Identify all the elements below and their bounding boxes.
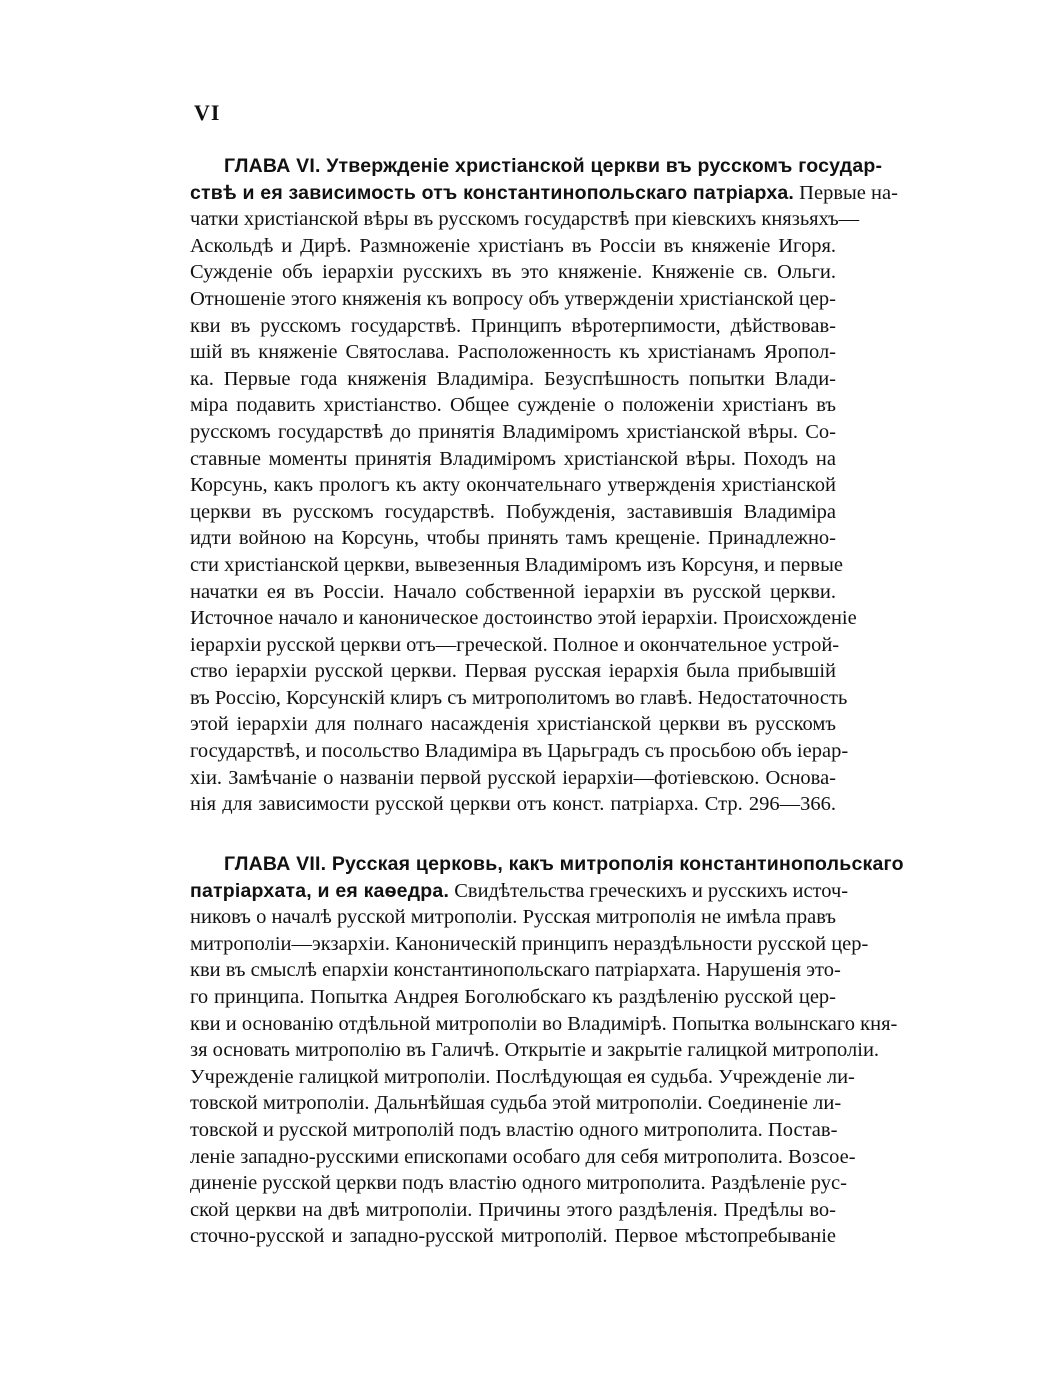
- text-line-rest: Первые на-: [794, 181, 898, 204]
- chapter-heading: ствѣ и ея зависимость отъ константинопольскаго патріарха.: [190, 181, 795, 204]
- chapter-6-summary: [190, 153, 898, 818]
- page-number: VI: [194, 100, 221, 125]
- text-line: этой іерархіи для полнаго насажденія христіанской церкви въ русскомъ: [190, 713, 836, 736]
- text-line: [190, 878, 849, 905]
- chapter-heading: патріархата, и ея каѳедра.: [190, 879, 450, 902]
- text-line: товской митрополіи. Дальнѣйшая судьба этой митрополіи. Соединеніе ли-: [190, 1092, 842, 1115]
- text-line: го принципа. Попытка Андрея Боголюбскаго къ раздѣленію русской цер-: [190, 985, 836, 1008]
- text-line: кви въ русскомъ государствѣ. Принципъ вѣротерпимости, дѣйствовав-: [190, 314, 836, 337]
- text-line: Сужденіе объ іерархіи русскихъ въ это княженіе. Княженіе св. Ольги.: [190, 261, 836, 284]
- text-line: міра подавить христіанство. Общее сужденіе о положеніи христіанъ въ: [190, 394, 836, 417]
- text-line: зя основать митрополію въ Галичѣ. Открытіе и закрытіе галицкой митрополіи.: [190, 1039, 880, 1062]
- text-line: товской и русской митрополій подъ властію одного митрополита. Постав-: [190, 1118, 838, 1141]
- text-line: сти христіанской церкви, вывезенныя Владиміромъ изъ Корсуня, и первые: [190, 553, 843, 576]
- text-line: церкви въ русскомъ государствѣ. Побужденія, заставившія Владиміра: [190, 500, 836, 523]
- chapter-7-summary: [190, 851, 904, 1250]
- text-line: Источное начало и каноническое достоинство этой іерархіи. Происхожденіе: [190, 607, 857, 630]
- text-line: ство іерархіи русской церкви. Первая русская іерархія была прибывшій: [190, 660, 836, 683]
- text-line: кви въ смыслѣ епархіи константинопольскаго патріархата. Нарушенія это-: [190, 959, 841, 982]
- text-line: [190, 180, 898, 207]
- text-line: Учрежденіе галицкой митрополіи. Послѣдующая ея судьба. Учрежденіе ли-: [190, 1065, 855, 1088]
- text-line: ской церкви на двѣ митрополіи. Причины этого раздѣленія. Предѣлы во-: [190, 1198, 836, 1221]
- text-line: чатки христіанской вѣры въ русскомъ государствѣ при кіевскихъ князьяхъ—: [190, 208, 860, 231]
- text-line: идти войною на Корсунь, чтобы принять тамъ крещеніе. Принадлежно-: [190, 527, 836, 550]
- chapter-heading: ГЛАВА VI. Утвержденіе христіанской церкви въ русскомъ государ-: [224, 155, 883, 177]
- text-line: іерархіи русской церкви отъ—греческой. Полное и окончательное устрой-: [190, 633, 840, 656]
- text-line: Отношеніе этого княженія къ вопросу объ утвержденіи христіанской цер-: [190, 287, 836, 310]
- text-line: государствѣ, и посольство Владиміра въ Царьградъ съ просьбою объ іерар-: [190, 740, 849, 763]
- text-line: кви и основанію отдѣльной митрополіи во Владимірѣ. Попытка волынскаго кня-: [190, 1012, 898, 1035]
- text-line: шій въ княженіе Святослава. Расположенность къ христіанамъ Яропол-: [190, 341, 836, 364]
- text-line: сточно-русской и западно-русской митрополій. Первое мѣстопребываніе: [190, 1225, 836, 1248]
- text-line: въ Россію, Корсунскій клиръ съ митрополитомъ во главѣ. Недостаточность: [190, 686, 848, 709]
- text-line: нія для зависимости русской церкви отъ конст. патріарха. Стр. 296—366.: [190, 793, 836, 816]
- text-line: митрополіи—экзархіи. Каноническій принципъ нераздѣльности русской цер-: [190, 932, 869, 955]
- text-line: Корсунь, какъ прологъ къ акту окончательнаго утвержденія христіанской: [190, 474, 836, 497]
- text-line-rest: Свидѣтельства греческихъ и русскихъ источ-: [449, 879, 849, 902]
- text-line: [190, 153, 883, 180]
- text-line: ставные моменты принятія Владиміромъ христіанской вѣры. Походъ на: [190, 447, 836, 470]
- text-line: никовъ о началѣ русской митрополіи. Русская митрополія не имѣла правъ: [190, 906, 836, 929]
- text-line: диненіе русской церкви подъ властію одного митрополита. Раздѣленіе рус-: [190, 1172, 847, 1195]
- chapter-heading: ГЛАВА VII. Русская церковь, какъ митрополія константинопольскаго: [224, 853, 904, 875]
- text-line: ка. Первые года княженія Владиміра. Безуспѣшность попытки Влади-: [190, 367, 836, 390]
- text-line: хіи. Замѣчаніе о названіи первой русской іерархіи—фотіевскою. Основа-: [190, 766, 836, 789]
- text-line: Аскольдѣ и Дирѣ. Размноженіе христіанъ въ Россіи въ княженіе Игоря.: [190, 234, 836, 257]
- text-line: русскомъ государствѣ до принятія Владиміромъ христіанской вѣры. Со-: [190, 420, 836, 443]
- text-line: [190, 851, 904, 878]
- text-line: леніе западно-русскими епископами особаго для себя митрополита. Возсое-: [190, 1145, 856, 1168]
- text-line: начатки ея въ Россіи. Начало собственной іерархіи въ русской церкви.: [190, 580, 836, 603]
